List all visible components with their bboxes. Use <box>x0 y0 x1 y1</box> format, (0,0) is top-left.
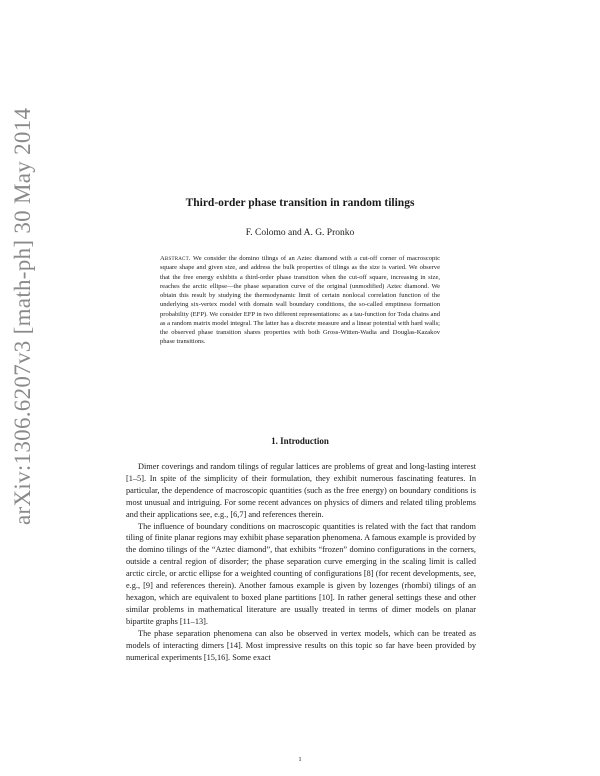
abstract <box>160 254 440 347</box>
abstract-text: We consider the domino tilings of an Aztec diamond with a cut-off corner of macroscopic square shape and given size, and address the bulk properties of tilings as the size is varied. We observe that the free energy exhibits a third-order phase transition when the cut-off square, increasing in size, reaches the arctic ellipse—the phase separation curve of the original (unmodified) Aztec diamond. We obtain this result by studying the thermodynamic limit of certain nonlocal correlation function of the underlying six-vertex model with domain wall boundary conditions, the so-called emptiness formation probability (EFP). We consider EFP in two different representations: as a tau-function for Toda chains and as a random matrix model integral. The latter has a discrete measure and a linear potential with hard walls; the observed phase transition shares properties with both Gross-Witten-Wadia and Douglas-Kazakov phase transitions. <box>160 255 440 346</box>
paper-title: Third-order phase transition in random tilings <box>185 197 415 209</box>
paper-authors: F. Colomo and A. G. Pronko <box>245 228 355 238</box>
paragraph: The phase separation phenomena can also be observed in vertex models, which can be treated as models of interacting dimers [14]. Most impressive results on this topic so far have been provided by numerical experiments [15,16]. Some exact <box>126 628 476 662</box>
abstract-label: Abstract. <box>160 255 191 262</box>
page-number: 1 <box>298 756 302 763</box>
section-heading: 1. Introduction <box>271 436 329 446</box>
paragraph: The influence of boundary conditions on macroscopic quantities is related with the fact that random tiling of finite planar regions may exhibit phase separation phenomena. A famous example is provided by the domino tilings of the “Aztec diamond”, that exhibits “frozen” domino configurations in the corners, outside a central region of disorder; the phase separation curve emerging in the scaling limit is called arctic circle, or arctic ellipse for a weighted counting of configurations [8] (for recent developments, see, e.g., [9] and references therein). Another famous example is given by lozenges (rhombi) tilings of an hexagon, which are equivalent to boxed plane partitions [10]. In rather general settings these and other similar problems in mathematical literature are usually treated in terms of dimer models on planar bipartite graphs [11–13]. <box>126 521 476 626</box>
arxiv-identifier-text: arXiv:1306.6207v3 [math-ph] 30 May 2014 <box>10 107 35 525</box>
paragraph: Dimer coverings and random tilings of regular lattices are problems of great and long-lasting interest [1–5]. In spite of the simplicity of their formulation, they exhibit numerous fascinating features. In particular, the dependence of macroscopic quantities (such as the free energy) on boundary conditions is most unusual and intriguing. For some recent advances on physics of dimers and related tiling problems and their applications see, e.g., [6,7] and references therein. <box>126 462 476 519</box>
section-body <box>126 461 476 663</box>
